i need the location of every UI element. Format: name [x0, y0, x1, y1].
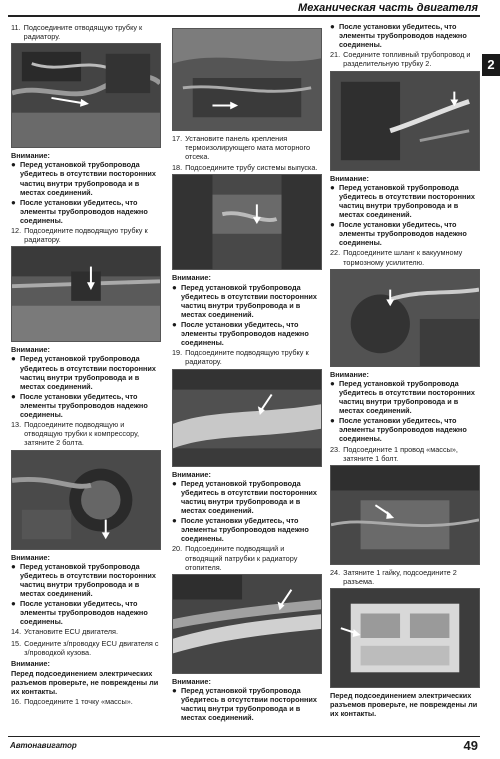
page-number: 49 — [463, 738, 478, 753]
photo-brake-booster-hose — [330, 269, 480, 367]
step-text: Подсоедините подводящую трубку к радиатору. — [24, 226, 148, 245]
step-text: Соедините з/проводку ECU двигателя с з/проводкой кузова. — [24, 638, 159, 657]
warning-bullet: ● После установки убедитесь, что элементы трубопроводов надежно соединены. — [11, 599, 148, 627]
bullet-icon: ● — [11, 160, 16, 170]
step-text: Подсоедините отводящую трубку к радиатору. — [23, 23, 143, 42]
step-number: 14. — [11, 627, 22, 637]
step-number: 11. — [11, 23, 21, 32]
step-14 — [11, 627, 161, 636]
step-16 — [11, 697, 161, 706]
step-text: Подсоедините 1 точку «массы». — [24, 697, 133, 707]
step-number: 13. — [11, 420, 22, 430]
photo-compressor-pipes — [11, 450, 161, 550]
photo-radiator-outlet-pipe — [11, 43, 161, 148]
step-number: 17. — [172, 134, 183, 143]
bullet-icon: ● — [11, 197, 16, 207]
bullet-icon: ● — [11, 599, 16, 609]
step-number: 24. — [330, 567, 341, 577]
photo-radiator-inlet-hose — [172, 369, 322, 467]
step-13 — [11, 420, 161, 447]
warning-bullet: ● После установки убедитесь, что элементы трубопроводов надежно соединены. — [172, 516, 309, 544]
step-11 — [11, 23, 161, 41]
step-number: 20. — [172, 544, 183, 554]
step-number: 16. — [11, 697, 22, 707]
warning-title: Внимание: — [11, 658, 50, 668]
warning-bullet: ● После установки убедитесь, что элементы трубопроводов надежно соединены. — [330, 220, 467, 248]
step-18 — [172, 163, 322, 172]
chapter-tab: 2 — [482, 54, 500, 76]
step-text: Подсоедините 1 провод «массы», затяните 1 болт. — [343, 444, 458, 463]
step-number: 15. — [11, 638, 22, 648]
bullet-icon: ● — [330, 416, 335, 426]
warning-bullet: ● Перед установкой трубопровода убедитесь в отсутствии посторонних частиц внутри трубопровода и в местах соединений. — [11, 561, 156, 598]
step-12 — [11, 226, 161, 244]
step-number: 18. — [172, 163, 183, 173]
step-text: Подсоедините подводящую и отводящую трубки к компрессору, затяните 2 болта. — [24, 420, 140, 448]
step-text: Установите ECU двигателя. — [24, 627, 119, 637]
footer-divider — [8, 736, 480, 737]
warning-bullet: ● Перед установкой трубопровода убедитесь в отсутствии посторонних частиц внутри трубопровода и в местах соединений. — [11, 160, 156, 197]
step-22 — [330, 248, 480, 266]
bullet-icon: ● — [172, 685, 177, 695]
warning-title: Внимание: — [172, 676, 211, 686]
photo-heat-shield-panel — [172, 28, 322, 131]
warning-title: Внимание: — [330, 173, 369, 183]
bullet-icon: ● — [172, 282, 177, 292]
step-24 — [330, 568, 480, 586]
column-3 — [330, 22, 480, 718]
step-number: 23. — [330, 444, 341, 454]
warning-bullet: ● После установки убедитесь, что элементы трубопроводов надежно соединены. — [11, 391, 148, 420]
step-number: 19. — [172, 348, 183, 358]
step-text: Подсоедините шланг к вакуумному тормозному усилителю. — [343, 248, 463, 267]
bullet-icon: ● — [330, 220, 335, 230]
warning-bullet: ● Перед установкой трубопровода убедитесь в отсутствии посторонних частиц внутри трубопровода и в местах соединений. — [330, 182, 475, 219]
photo-exhaust-pipe — [172, 174, 322, 270]
warning-text: Перед подсоединением электрических разъемов проверьте, не повреждены ли их контакты. — [330, 690, 478, 719]
step-text: Затяните 1 гайку, подсоедините 2 разъема. — [343, 567, 457, 586]
warning-bullet: ● После установки убедитесь, что элементы трубопроводов надежно соединены. — [330, 22, 467, 50]
warning-title: Внимание: — [11, 345, 50, 355]
step-text: Подсоедините подводящий и отводящий патрубки к радиатору отопителя. — [185, 544, 298, 572]
warning-bullet: ● Перед установкой трубопровода убедитесь в отсутствии посторонних частиц внутри трубопровода и в местах соединений. — [172, 685, 317, 723]
publisher-name: Автонавигатор — [10, 741, 77, 750]
step-15 — [11, 639, 161, 657]
header-divider — [8, 15, 480, 17]
warning-bullet: ● Перед установкой трубопровода убедитесь в отсутствии посторонних частиц внутри трубопровода и в местах соединений. — [172, 282, 317, 319]
column-1 — [11, 22, 161, 708]
bullet-icon: ● — [11, 561, 16, 571]
step-text: Соедините топливный трубопровод и разделительную трубку 2. — [343, 50, 471, 69]
step-19 — [172, 348, 322, 366]
bullet-icon: ● — [172, 516, 177, 526]
warning-bullet: ● После установки убедитесь, что элементы трубопроводов надежно соединены. — [172, 319, 309, 348]
warning-bullet: ● После установки убедитесь, что элементы трубопроводов надежно соединены. — [11, 197, 148, 225]
warning-text: Перед подсоединением электрических разъемов проверьте, не повреждены ли их контакты. — [11, 668, 159, 697]
step-number: 22. — [330, 248, 341, 258]
warning-title: Внимание: — [11, 552, 50, 562]
photo-nut-connectors — [330, 588, 480, 688]
step-23 — [330, 445, 480, 463]
section-title: Механическая часть двигателя — [298, 2, 478, 14]
step-20 — [172, 544, 322, 571]
warning-title: Внимание: — [11, 151, 50, 161]
warning-title: Внимание: — [330, 369, 369, 379]
warning-bullet: ● Перед установкой трубопровода убедитесь в отсутствии посторонних частиц внутри трубопровода и в местах соединений. — [172, 478, 317, 515]
bullet-icon: ● — [330, 378, 335, 388]
step-text: Подсоедините трубу системы выпуска. — [185, 163, 318, 173]
step-17 — [172, 134, 322, 161]
step-text: Установите панель крепления термоизолирующего мата моторного отсека. — [185, 134, 311, 162]
warning-bullet: ● Перед установкой трубопровода убедитесь в отсутствии посторонних частиц внутри трубопровода и в местах соединений. — [330, 378, 475, 416]
bullet-icon: ● — [172, 319, 177, 329]
warning-bullet: ● После установки убедитесь, что элементы трубопроводов надежно соединены. — [330, 416, 467, 444]
bullet-icon: ● — [330, 22, 335, 31]
step-number: 12. — [11, 226, 22, 236]
page-header — [0, 0, 500, 18]
column-2 — [172, 22, 322, 723]
bullet-icon: ● — [330, 182, 335, 192]
warning-bullet: ● Перед установкой трубопровода убедитесь в отсутствии посторонних частиц внутри трубопровода и в местах соединений. — [11, 354, 156, 391]
bullet-icon: ● — [11, 354, 16, 364]
photo-radiator-inlet-pipe — [11, 246, 161, 342]
photo-ground-wire — [330, 465, 480, 565]
bullet-icon: ● — [172, 478, 177, 488]
warning-title: Внимание: — [172, 469, 211, 479]
photo-heater-core-hoses — [172, 574, 322, 674]
step-number: 21. — [330, 50, 341, 60]
step-21 — [330, 50, 480, 68]
warning-title: Внимание: — [172, 273, 211, 283]
bullet-icon: ● — [11, 391, 16, 401]
photo-fuel-line — [330, 71, 480, 171]
step-text: Подсоедините подводящую трубку к радиатору. — [185, 348, 309, 367]
